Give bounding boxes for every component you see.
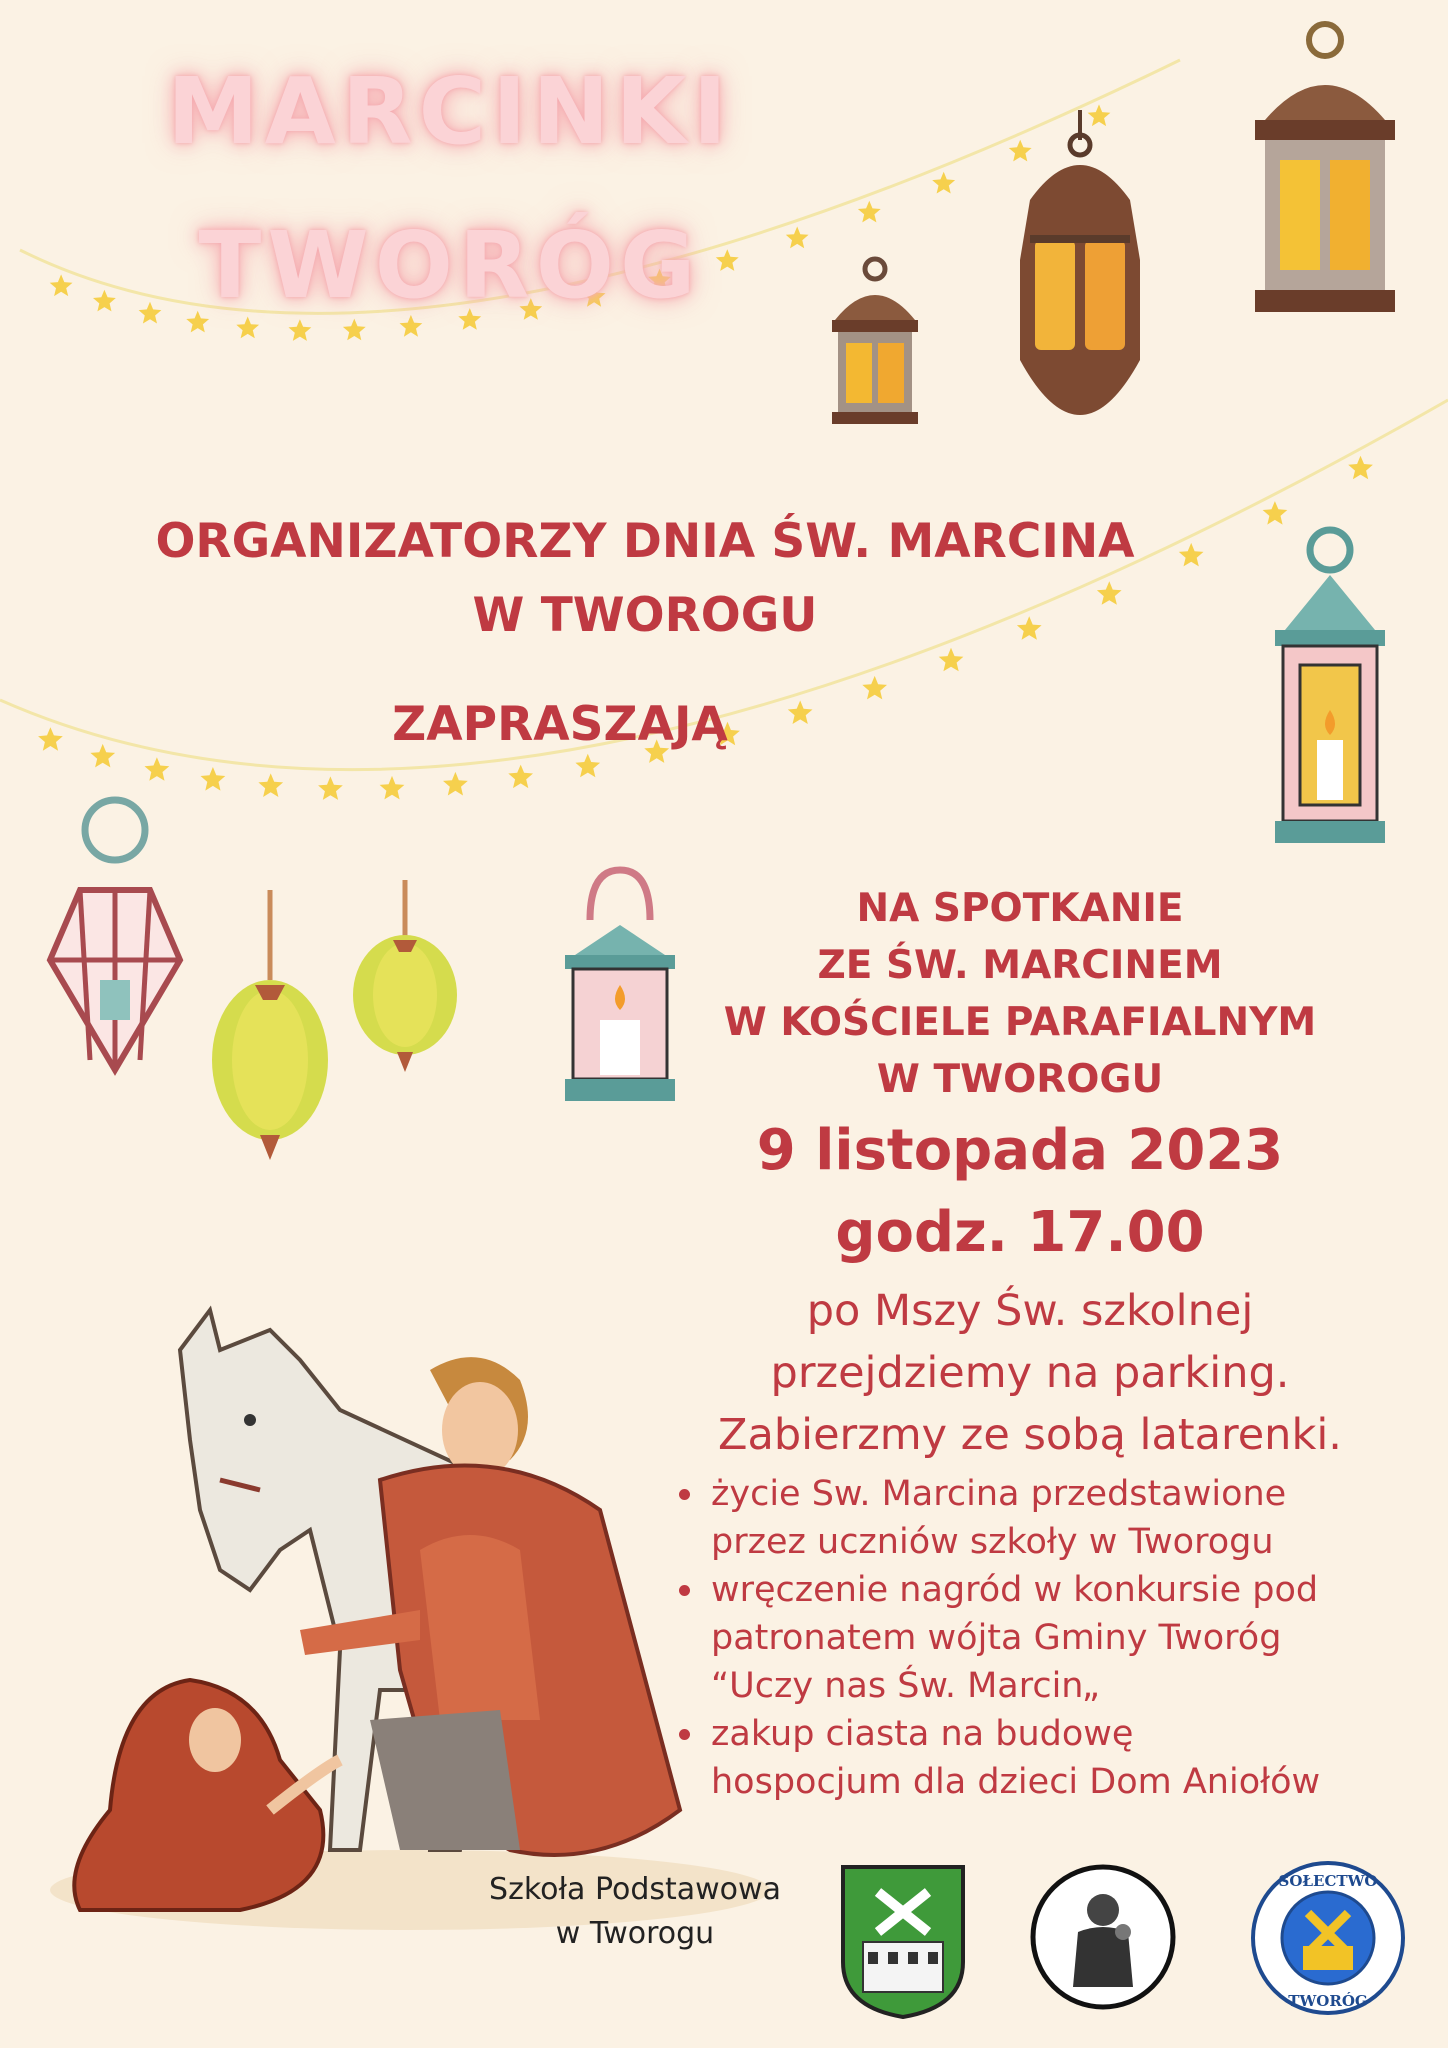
paper-lantern-2 <box>345 880 465 1080</box>
garland-star-icon <box>858 201 881 223</box>
program-item-cake-line2: hospocjum dla dzieci Dom Aniołów <box>711 1762 1321 1802</box>
meeting-line4: W TWOROGU <box>876 1057 1164 1102</box>
garland-star-icon <box>1348 456 1373 480</box>
garland-star-icon <box>318 776 343 800</box>
garland-star-icon <box>786 227 809 249</box>
saint-martin-illustration <box>40 1290 780 1940</box>
hanging-lantern-small <box>820 255 930 435</box>
garland-star-icon <box>932 172 955 194</box>
meeting-line1: NA SPOTKANIE <box>856 886 1184 931</box>
lantern-red-left <box>40 790 190 1090</box>
poster-title-line2: TWORÓG <box>198 212 702 319</box>
event-time: godz. 17.00 <box>835 1200 1205 1265</box>
school-name <box>440 1868 830 1956</box>
garland-star-icon <box>508 765 533 789</box>
meeting-line2: ZE ŚW. MARCINEM <box>817 943 1223 988</box>
garland-star-icon <box>258 773 283 797</box>
event-date: 9 listopada 2023 <box>756 1118 1284 1183</box>
garland-star-icon <box>145 757 170 781</box>
program-item-cake <box>675 1710 1405 1806</box>
description-line3: Zabierzmy ze sobą latarenki. <box>718 1410 1342 1460</box>
garland-star-icon <box>862 676 887 700</box>
school-name-line2: w Tworogu <box>555 1916 715 1951</box>
garland-star-icon <box>380 776 405 800</box>
solectwo-seal-bottom-text: TWORÓG <box>1288 1992 1368 2010</box>
poster-title-line1: MARCINKI <box>167 58 733 165</box>
program-item-awards-line2: patronatem wójta Gminy Tworóg <box>711 1618 1282 1658</box>
invite-text: ZAPRASZAJĄ <box>392 697 728 752</box>
organizers-line1: ORGANIZATORZY DNIA ŚW. MARCINA <box>155 514 1135 569</box>
garland-star-icon <box>575 754 600 778</box>
garland-star-icon <box>50 274 73 296</box>
garland-star-icon <box>443 772 468 796</box>
meeting-info <box>660 880 1380 1108</box>
garland-star-icon <box>343 319 366 341</box>
paper-lantern-1 <box>205 890 335 1170</box>
gmina-coat-of-arms-icon <box>838 1862 968 2022</box>
program-item-play-line1: życie Sw. Marcina przedstawione <box>711 1474 1287 1514</box>
garland-star-icon <box>93 290 116 312</box>
garland-star-icon <box>289 319 312 341</box>
hanging-lantern-right <box>1225 10 1425 330</box>
hanging-lantern-large <box>990 110 1170 470</box>
solectwo-seal-icon <box>1248 1858 1408 2018</box>
meeting-line3: W KOŚCIELE PARAFIALNYM <box>723 1000 1317 1045</box>
description-line2: przejdziemy na parking. <box>770 1348 1290 1398</box>
program-list <box>675 1470 1405 1806</box>
garland-star-icon <box>236 317 259 339</box>
description-line1: po Mszy Św. szkolnej <box>806 1286 1254 1336</box>
saint-portrait-logo-icon <box>1028 1862 1178 2012</box>
program-item-play-line2: przez uczniów szkoły w Tworogu <box>711 1522 1274 1562</box>
solectwo-seal-top-text: SOŁECTWO <box>1278 1872 1378 1890</box>
organizers-line2: W TWOROGU <box>472 588 818 643</box>
program-item-awards-line1: wręczenie nagród w konkursie pod <box>711 1570 1319 1610</box>
program-item-awards <box>675 1566 1405 1710</box>
organizers-heading <box>60 505 1230 653</box>
candle-lantern-right <box>1265 520 1395 860</box>
program-item-play <box>675 1470 1405 1566</box>
program-item-cake-line1: zakup ciasta na budowę <box>711 1714 1134 1754</box>
garland-star-icon <box>201 767 226 791</box>
program-item-awards-line3: “Uczy nas Św. Marcin„ <box>711 1666 1101 1706</box>
school-name-line1: Szkoła Podstawowa <box>489 1872 781 1907</box>
